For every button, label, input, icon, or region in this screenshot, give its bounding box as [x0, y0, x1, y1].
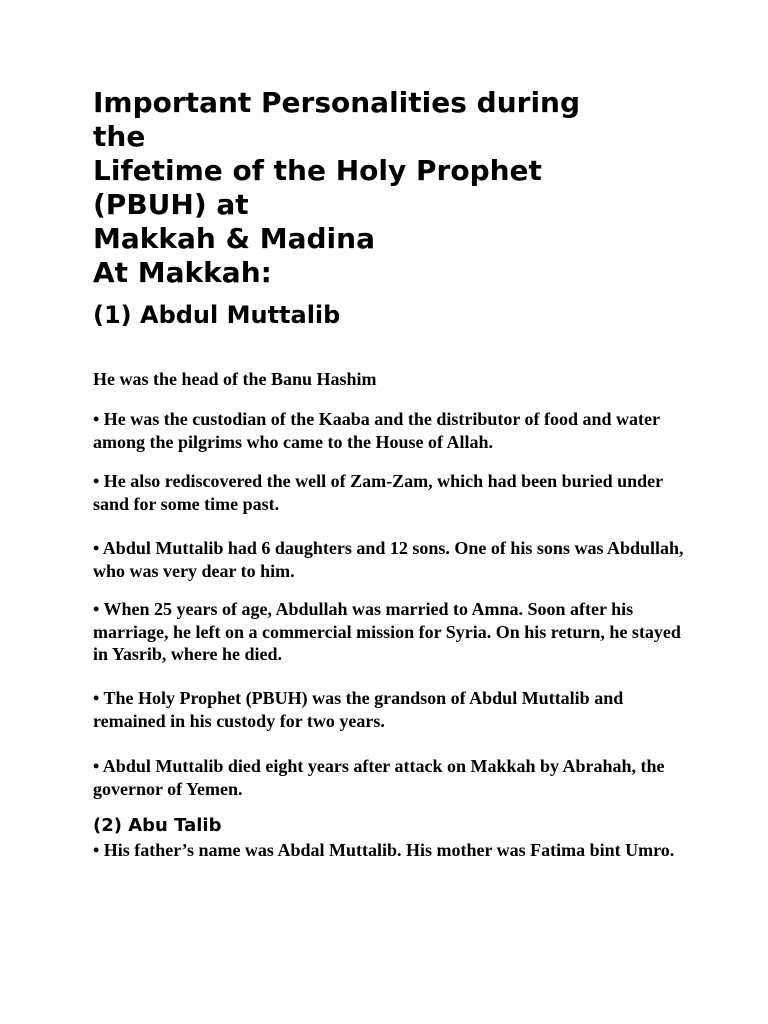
bullet-paragraph: • He also rediscovered the well of Zam-Zam, which had been buried under sand for some time past. [93, 471, 663, 514]
title-line: the [93, 120, 146, 153]
document-page [93, 86, 693, 860]
page-title [93, 86, 693, 290]
title-line: Makkah & Madina [93, 222, 375, 255]
bullet-paragraph: • Abdul Muttalib died eight years after attack on Makkah by Abrahah, the governor of Yemen. [93, 756, 665, 799]
bullet-paragraph: • The Holy Prophet (PBUH) was the grandson of Abdul Muttalib and remained in his custody for two years. [93, 688, 624, 731]
intro-paragraph: He was the head of the Banu Hashim [93, 369, 377, 389]
bullet-paragraph: • He was the custodian of the Kaaba and the distributor of food and water among the pilgrims who came to the House of Allah. [93, 409, 660, 452]
bullet-paragraph: • When 25 years of age, Abdullah was married to Amna. Soon after his marriage, he left on a commercial mission for Syria. On his return, he stayed in Yasrib, where he died. [93, 599, 681, 664]
title-line: At Makkah: [93, 256, 272, 289]
bullet-paragraph: • His father’s name was Abdal Muttalib. His mother was Fatima bint Umro. [93, 840, 675, 860]
title-line: Important Personalities during [93, 86, 581, 119]
title-line: (PBUH) at [93, 188, 249, 221]
section-heading-abu-talib: (2) Abu Talib [93, 815, 222, 836]
section-heading-abdul-muttalib: (1) Abdul Muttalib [93, 301, 341, 329]
title-line: Lifetime of the Holy Prophet [93, 154, 542, 187]
bullet-paragraph: • Abdul Muttalib had 6 daughters and 12 sons. One of his sons was Abdullah, who was very dear to him. [93, 538, 684, 581]
